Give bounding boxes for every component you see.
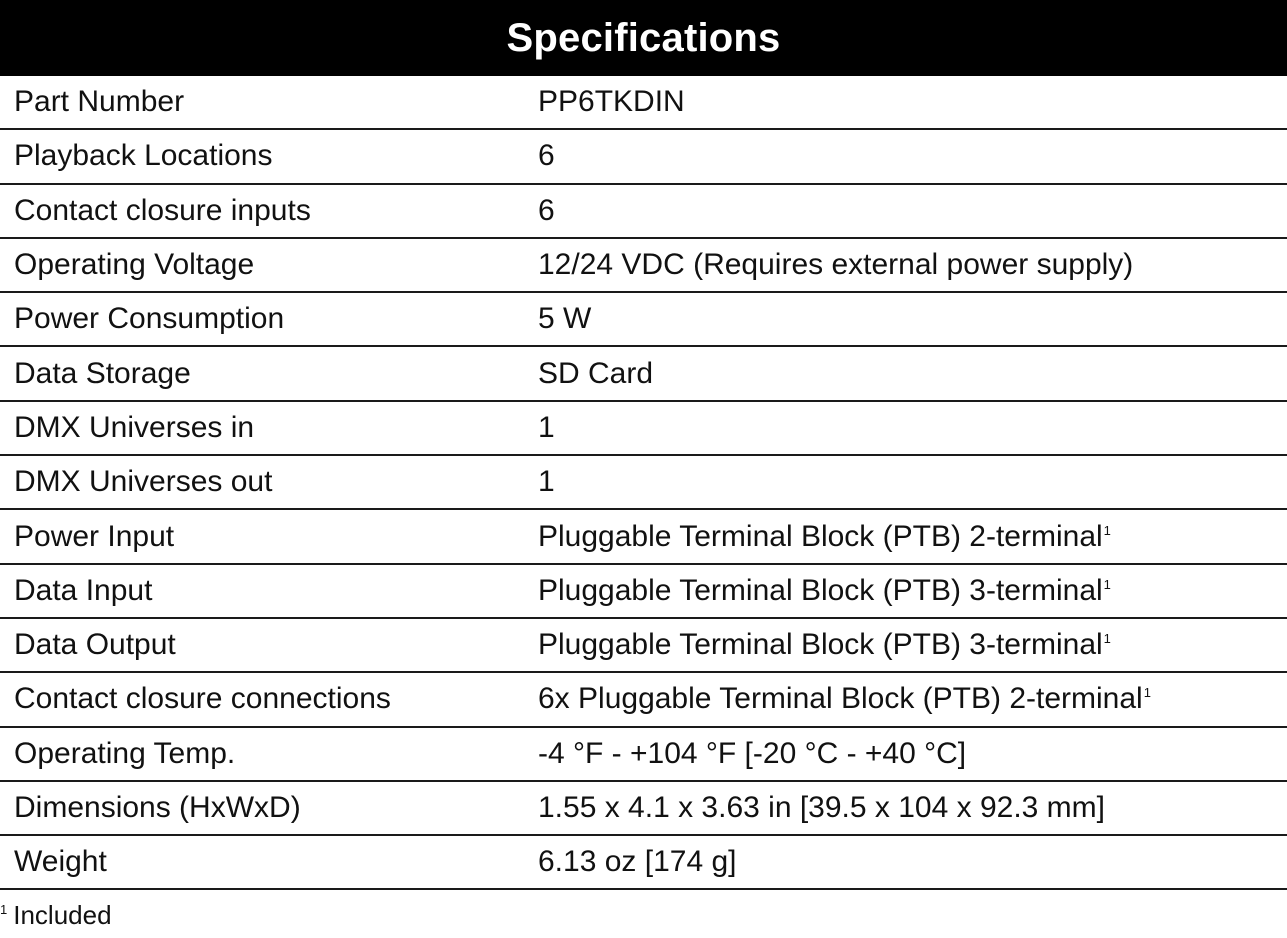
spec-value <box>524 85 1287 119</box>
table-row <box>0 836 1287 890</box>
spec-value-text: -4 °F - +104 °F [-20 °C - +40 °C] <box>538 736 967 770</box>
footnote <box>0 900 112 931</box>
spec-label: Data Input <box>14 573 153 607</box>
footnote-mark: 1 <box>0 902 8 917</box>
spec-value-text: 12/24 VDC (Requires external power supply) <box>538 248 1134 282</box>
spec-table-title <box>0 0 1287 76</box>
spec-value <box>524 248 1287 282</box>
table-row <box>0 239 1287 293</box>
spec-value <box>524 194 1287 228</box>
table-row <box>0 565 1287 619</box>
spec-label: Data Output <box>14 628 176 662</box>
spec-label: Contact closure connections <box>14 682 391 716</box>
spec-value-text: 1.55 x 4.1 x 3.63 in [39.5 x 104 x 92.3 mm] <box>538 791 1105 824</box>
spec-value <box>524 682 1287 716</box>
spec-title-text: Specifications <box>506 15 781 60</box>
spec-value-text: 6x Pluggable Terminal Block (PTB) 2-terminal <box>538 682 1143 716</box>
spec-value-text: 6 <box>538 193 555 227</box>
spec-label: Data Storage <box>14 356 191 390</box>
spec-value-text: Pluggable Terminal Block (PTB) 3-terminal <box>538 573 1103 607</box>
table-row <box>0 402 1287 456</box>
spec-label: Weight <box>14 845 107 879</box>
spec-value <box>524 628 1287 662</box>
footnote-marker: 1 <box>1103 631 1111 647</box>
spec-value <box>524 357 1287 391</box>
table-row <box>0 130 1287 184</box>
table-row <box>0 456 1287 510</box>
spec-value <box>524 574 1287 608</box>
spec-value <box>524 520 1287 554</box>
spec-value-text: Pluggable Terminal Block (PTB) 2-terminal <box>538 519 1103 553</box>
table-row <box>0 619 1287 673</box>
spec-value <box>524 139 1287 173</box>
table-row <box>0 673 1287 727</box>
table-row <box>0 782 1287 836</box>
footnote-text: Included <box>13 900 112 930</box>
spec-value <box>524 791 1287 825</box>
spec-value-text: 6 <box>538 139 555 173</box>
spec-value <box>524 302 1287 336</box>
spec-value-text: Pluggable Terminal Block (PTB) 3-terminal <box>538 628 1103 662</box>
spec-table <box>0 76 1287 890</box>
spec-value-text: 5 W <box>538 302 592 336</box>
table-row <box>0 728 1287 782</box>
spec-label: DMX Universes out <box>14 465 273 499</box>
spec-label: Playback Locations <box>14 139 273 173</box>
spec-value-text: 1 <box>538 410 555 444</box>
spec-value <box>524 411 1287 445</box>
footnote-marker: 1 <box>1103 576 1111 592</box>
footnote-marker: 1 <box>1143 685 1151 701</box>
spec-value-text: 6.13 oz [174 g] <box>538 845 737 879</box>
spec-value <box>524 845 1287 879</box>
spec-label: Power Input <box>14 519 175 553</box>
spec-value <box>524 465 1287 499</box>
spec-value-text: PP6TKDIN <box>538 85 685 119</box>
spec-value-text: SD Card <box>538 356 654 390</box>
spec-label: Operating Temp. <box>14 736 236 770</box>
spec-label: Power Consumption <box>14 302 285 336</box>
spec-label: DMX Universes in <box>14 410 255 444</box>
spec-label: Part Number <box>14 85 185 119</box>
spec-value-text: 1 <box>538 465 555 499</box>
spec-label: Contact closure inputs <box>14 193 311 227</box>
table-row <box>0 293 1287 347</box>
footnote-marker: 1 <box>1103 522 1111 538</box>
table-row <box>0 185 1287 239</box>
table-row <box>0 76 1287 130</box>
spec-label: Operating Voltage <box>14 248 255 282</box>
table-row <box>0 347 1287 401</box>
spec-value <box>524 737 1287 771</box>
spec-label: Dimensions (HxWxD) <box>14 791 301 824</box>
table-row <box>0 510 1287 564</box>
